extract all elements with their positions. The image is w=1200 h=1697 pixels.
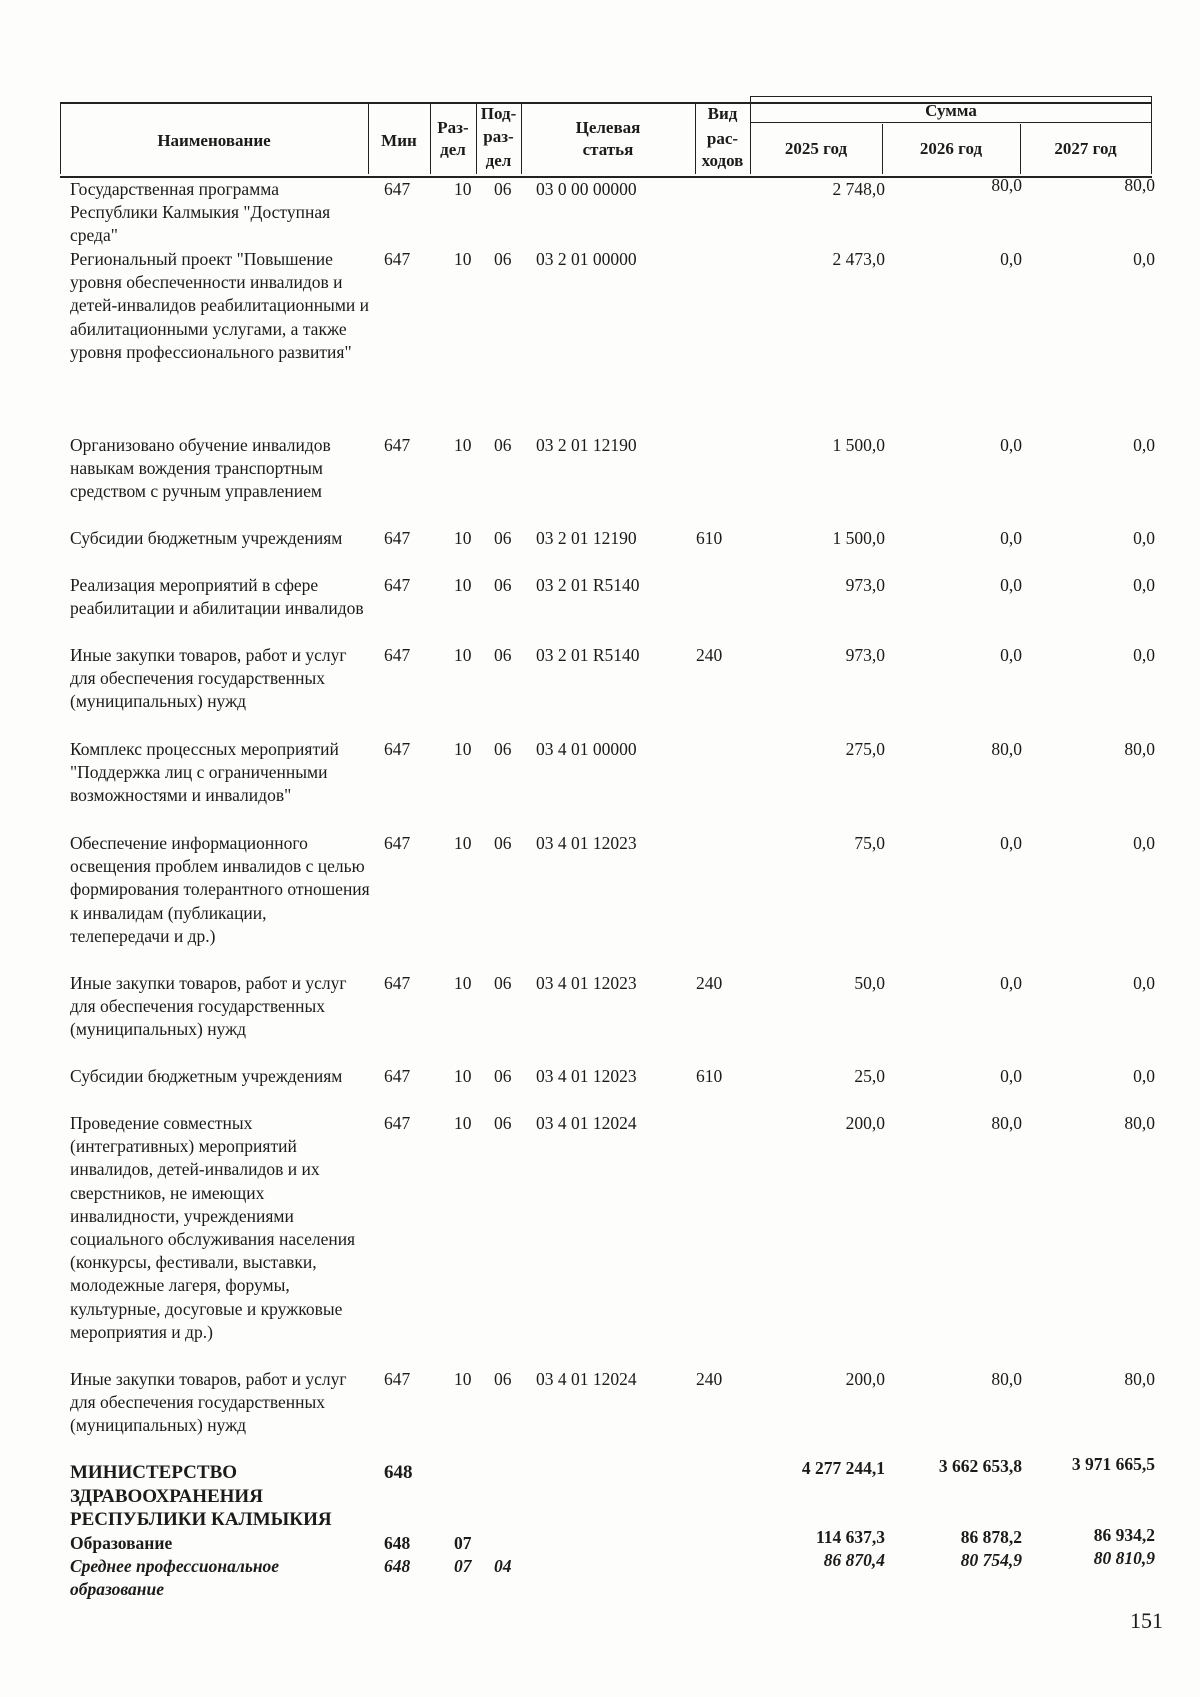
row-podrazdel: 06 xyxy=(494,575,512,595)
row-sum-2025: 114 637,3 xyxy=(815,1527,885,1547)
page-number: 151 xyxy=(1130,1608,1163,1633)
row-statya: 03 4 01 12023 xyxy=(536,973,637,993)
row-sum-2027: 80,0 xyxy=(1124,1369,1155,1389)
row-name: Иные закупки товаров, работ и услуг для обеспечения государственных (муниципальных) нужд xyxy=(70,973,347,1040)
row-statya: 03 4 01 00000 xyxy=(536,739,637,759)
row-razdel: 10 xyxy=(454,1113,472,1133)
row-sum-2027: 0,0 xyxy=(1133,528,1155,548)
row-sum-2026: 0,0 xyxy=(1000,645,1022,665)
row-podrazdel: 04 xyxy=(494,1556,512,1576)
row-sum-2026: 80,0 xyxy=(991,739,1022,759)
header-divider xyxy=(750,122,1152,123)
row-sum-2025: 50,0 xyxy=(854,973,885,993)
header-statya-1: Целевая xyxy=(575,118,641,137)
row-min: 648 xyxy=(384,1556,411,1576)
row-sum-2026: 0,0 xyxy=(1000,435,1022,455)
row-podrazdel: 06 xyxy=(494,645,512,665)
row-name: Обеспечение информационного освещения проблем инвалидов с целью формирования толерантного отношения к инвалидам (публикации, телепередачи и др.) xyxy=(70,833,370,946)
row-sum-2026: 86 878,2 xyxy=(960,1527,1022,1547)
row-razdel: 10 xyxy=(454,249,472,269)
header-razdel-2: дел xyxy=(440,140,466,159)
row-name: Субсидии бюджетным учреждениям xyxy=(70,1066,343,1086)
row-razdel: 07 xyxy=(454,1556,472,1576)
header-divider xyxy=(750,96,1152,97)
row-sum-2027: 0,0 xyxy=(1133,575,1155,595)
header-razdel-1: Раз- xyxy=(437,118,469,137)
row-sum-2026: 0,0 xyxy=(1000,973,1022,993)
row-min: 647 xyxy=(384,1113,411,1133)
row-vid: 610 xyxy=(696,1066,723,1086)
row-sum-2026: 80,0 xyxy=(991,175,1022,195)
row-sum-2025: 2 473,0 xyxy=(832,249,885,269)
row-sum-2025: 75,0 xyxy=(854,833,885,853)
row-razdel: 10 xyxy=(454,739,472,759)
row-podrazdel: 06 xyxy=(494,435,512,455)
header-vid-1: Вид xyxy=(707,104,738,123)
header-statya-2: статья xyxy=(582,140,634,159)
row-sum-2027: 0,0 xyxy=(1133,435,1155,455)
row-sum-2026: 80 754,9 xyxy=(960,1550,1022,1570)
row-sum-2026: 0,0 xyxy=(1000,1066,1022,1086)
row-vid: 240 xyxy=(696,1369,723,1389)
row-vid: 610 xyxy=(696,528,723,548)
row-sum-2027: 80,0 xyxy=(1124,175,1155,195)
row-sum-2027: 86 934,2 xyxy=(1093,1525,1155,1545)
row-sum-2025: 973,0 xyxy=(845,575,885,595)
header-summa: Сумма xyxy=(925,101,977,120)
row-name: МИНИСТЕРСТВО ЗДРАВООХРАНЕНИЯ РЕСПУБЛИКИ КАЛМЫКИЯ xyxy=(70,1462,332,1530)
row-name: Образование xyxy=(70,1533,173,1553)
row-podrazdel: 06 xyxy=(494,973,512,993)
row-sum-2027: 0,0 xyxy=(1133,249,1155,269)
row-min: 647 xyxy=(384,435,411,455)
header-podrazdel-1: Под- xyxy=(480,104,517,123)
header-name: Наименование xyxy=(157,131,271,150)
row-statya: 03 4 01 12023 xyxy=(536,833,637,853)
row-sum-2027: 0,0 xyxy=(1133,1066,1155,1086)
row-name: Иные закупки товаров, работ и услуг для обеспечения государственных (муниципальных) нужд xyxy=(70,645,347,712)
row-sum-2027: 0,0 xyxy=(1133,973,1155,993)
row-sum-2026: 80,0 xyxy=(991,1369,1022,1389)
row-name: Иные закупки товаров, работ и услуг для обеспечения государственных (муниципальных) нужд xyxy=(70,1369,347,1436)
row-sum-2025: 973,0 xyxy=(845,645,885,665)
row-razdel: 10 xyxy=(454,645,472,665)
row-name: Субсидии бюджетным учреждениям xyxy=(70,528,343,548)
row-podrazdel: 06 xyxy=(494,179,512,199)
header-year-2025: 2025 год xyxy=(784,139,848,158)
row-min: 648 xyxy=(384,1533,411,1553)
row-min: 647 xyxy=(384,973,411,993)
header-vid-3: ходов xyxy=(701,151,744,170)
row-min: 647 xyxy=(384,179,411,199)
row-razdel: 10 xyxy=(454,575,472,595)
row-statya: 03 2 01 R5140 xyxy=(536,645,640,665)
row-sum-2025: 25,0 xyxy=(854,1066,885,1086)
row-razdel: 10 xyxy=(454,528,472,548)
row-razdel: 10 xyxy=(454,973,472,993)
row-podrazdel: 06 xyxy=(494,833,512,853)
row-min: 647 xyxy=(384,575,411,595)
row-name: Среднее профессиональное образование xyxy=(70,1556,280,1600)
header-year-2027: 2027 год xyxy=(1054,139,1117,158)
row-statya: 03 2 01 12190 xyxy=(536,528,637,548)
row-min: 647 xyxy=(384,739,411,759)
row-sum-2026: 80,0 xyxy=(991,1113,1022,1133)
row-min: 647 xyxy=(384,1066,411,1086)
row-razdel: 10 xyxy=(454,833,472,853)
row-name: Государственная программа Республики Калмыкия "Доступная среда" xyxy=(70,179,331,246)
row-sum-2026: 0,0 xyxy=(1000,249,1022,269)
row-vid: 240 xyxy=(696,645,723,665)
row-statya: 03 2 01 R5140 xyxy=(536,575,640,595)
row-name: Региональный проект "Повышение уровня обеспеченности инвалидов и детей-инвалидов реабилитационными и абилитационными услугами, а также уровня профессионального развития" xyxy=(70,249,369,362)
row-podrazdel: 06 xyxy=(494,1066,512,1086)
row-min: 647 xyxy=(384,833,411,853)
row-statya: 03 4 01 12024 xyxy=(536,1113,637,1133)
row-sum-2026: 3 662 653,8 xyxy=(938,1456,1022,1476)
row-name: Комплекс процессных мероприятий "Поддержка лиц с ограниченными возможностями и инвалидов" xyxy=(70,739,339,806)
header-vid-2: рас- xyxy=(706,129,739,148)
row-podrazdel: 06 xyxy=(494,739,512,759)
row-sum-2026: 0,0 xyxy=(1000,528,1022,548)
row-name: Проведение совместных (интегративных) мероприятий инвалидов, детей-инвалидов и их сверстников, не имеющих инвалидности, учреждениями социального обслуживания населения (конкурсы, фестивали, выставки, молодежные лагеря, форумы, культурные, досуговые и кружковые мероприятия и др.) xyxy=(70,1113,356,1342)
row-min: 647 xyxy=(384,645,411,665)
row-statya: 03 2 01 00000 xyxy=(536,249,637,269)
header-divider xyxy=(430,102,431,174)
row-min: 648 xyxy=(384,1462,413,1483)
row-sum-2027: 0,0 xyxy=(1133,645,1155,665)
row-sum-2025: 1 500,0 xyxy=(832,528,885,548)
row-sum-2027: 80,0 xyxy=(1124,1113,1155,1133)
row-name: Организовано обучение инвалидов навыкам вождения транспортным средством с ручным управлением xyxy=(70,435,331,502)
row-sum-2025: 200,0 xyxy=(845,1369,885,1389)
row-razdel: 07 xyxy=(454,1533,472,1553)
row-sum-2026: 0,0 xyxy=(1000,575,1022,595)
header-podrazdel-3: дел xyxy=(485,151,512,170)
row-min: 647 xyxy=(384,249,411,269)
row-statya: 03 4 01 12023 xyxy=(536,1066,637,1086)
row-podrazdel: 06 xyxy=(494,1113,512,1133)
row-sum-2025: 200,0 xyxy=(845,1113,885,1133)
row-sum-2027: 80,0 xyxy=(1124,739,1155,759)
row-name: Реализация мероприятий в сфере реабилитации и абилитации инвалидов xyxy=(70,575,364,619)
row-sum-2025: 2 748,0 xyxy=(832,179,885,199)
row-statya: 03 0 00 00000 xyxy=(536,179,637,199)
row-razdel: 10 xyxy=(454,179,472,199)
row-min: 647 xyxy=(384,528,411,548)
header-year-2026: 2026 год xyxy=(919,139,983,158)
row-podrazdel: 06 xyxy=(494,249,512,269)
row-podrazdel: 06 xyxy=(494,1369,512,1389)
row-razdel: 10 xyxy=(454,1066,472,1086)
row-statya: 03 2 01 12190 xyxy=(536,435,637,455)
row-sum-2025: 86 870,4 xyxy=(823,1550,885,1570)
row-min: 647 xyxy=(384,1369,411,1389)
row-sum-2025: 1 500,0 xyxy=(832,435,885,455)
row-sum-2025: 4 277 244,1 xyxy=(801,1458,885,1478)
row-sum-2027: 3 971 665,5 xyxy=(1071,1454,1155,1474)
row-razdel: 10 xyxy=(454,435,472,455)
header-podrazdel-2: раз- xyxy=(483,127,514,146)
row-sum-2026: 0,0 xyxy=(1000,833,1022,853)
row-sum-2025: 275,0 xyxy=(845,739,885,759)
header-min: Мин xyxy=(381,131,417,150)
header-divider xyxy=(521,102,522,174)
row-statya: 03 4 01 12024 xyxy=(536,1369,637,1389)
row-vid: 240 xyxy=(696,973,723,993)
row-sum-2027: 80 810,9 xyxy=(1093,1548,1155,1568)
row-sum-2027: 0,0 xyxy=(1133,833,1155,853)
row-podrazdel: 06 xyxy=(494,528,512,548)
row-razdel: 10 xyxy=(454,1369,472,1389)
